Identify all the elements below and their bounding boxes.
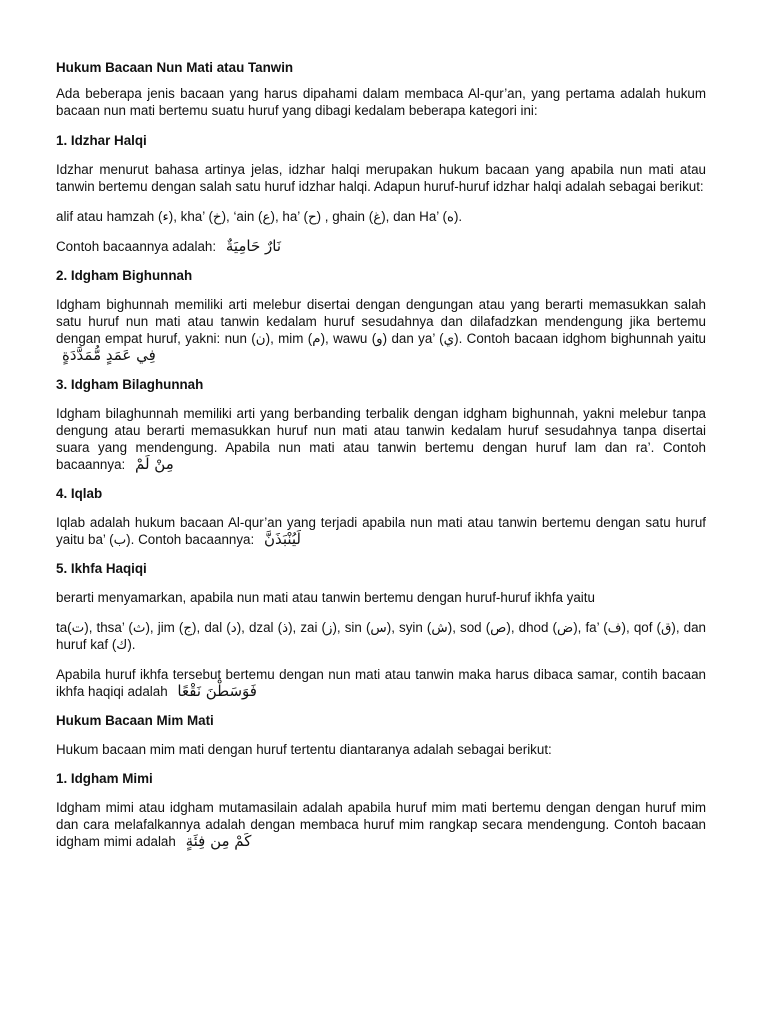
arabic-example: فِي عَمَدٍ مُّمَدَّدَةٍ bbox=[62, 346, 156, 364]
document-content bbox=[56, 59, 706, 850]
paragraph-text: Iqlab adalah hukum bacaan Al-qur’an yang terjadi apabila nun mati atau tanwin bertemu dengan satu huruf yaitu ba’ (ب). Contoh bacaannya: bbox=[56, 515, 706, 547]
arabic-example: نَارٌ حَامِيَةٌ bbox=[225, 237, 282, 255]
paragraph-text: Idgham mimi atau idgham mutamasilain adalah apabila huruf mim mati bertemu dengan dengan huruf mim dan cara melafalkannya adalah dengan membaca huruf mim rangkap secara mendengung. Contoh bacaan idgham mimi adalah bbox=[56, 800, 706, 849]
ikhfa-haqiqi-paragraph-2 bbox=[56, 666, 706, 700]
heading-ikhfa-haqiqi: 5. Ikhfa Haqiqi bbox=[56, 561, 147, 576]
heading-idgham-bilaghunnah: 3. Idgham Bilaghunnah bbox=[56, 377, 204, 392]
heading-idzhar-halqi: 1. Idzhar Halqi bbox=[56, 133, 147, 148]
arabic-example: كَمْ مِن فِئَةٍ bbox=[185, 832, 252, 850]
idgham-bighunnah-paragraph bbox=[56, 296, 706, 364]
idzhar-halqi-letters: alif atau hamzah (ء), kha’ (خ), ‘ain (ع), ha’ (ح) , ghain (غ), dan Ha’ (ه). bbox=[56, 209, 463, 224]
heading-iqlab: 4. Iqlab bbox=[56, 486, 103, 501]
arabic-example: لَيُنْبَذَنَّ bbox=[263, 530, 301, 548]
arabic-example: فَوَسَطْنَ نَقْعًا bbox=[177, 682, 257, 700]
mim-mati-intro: Hukum bacaan mim mati dengan huruf tertentu diantaranya adalah sebagai berikut: bbox=[56, 742, 552, 757]
idgham-mimi-paragraph bbox=[56, 799, 706, 850]
arabic-example: مِنْ لَمْ bbox=[134, 455, 174, 473]
paragraph-text: Idgham bighunnah memiliki arti melebur disertai dengan dengungan atau yang berarti memasukkan salah satu huruf nun mati atau tanwin kedalam huruf sesudahnya dan dilafadzkan mendengung jika bertemu dengan empat huruf, yakni: nun (ن), mim (م), wawu (و) dan ya’ (ي). Contoh bacaan idghom bighunnah yaitu bbox=[56, 297, 706, 346]
iqlab-paragraph bbox=[56, 514, 706, 548]
heading-idgham-mimi: 1. Idgham Mimi bbox=[56, 771, 153, 786]
ikhfa-haqiqi-letters: ta(ت), thsa’ (ث), jim (ج), dal (د), dzal (ذ), zai (ز), sin (س), syin (ش), sod (ص), dhod (ض), fa’ (ف), qof (ق), dan huruf kaf (ك). bbox=[56, 620, 706, 652]
example-label: Contoh bacaannya adalah: bbox=[56, 239, 217, 254]
paragraph-text: Idgham bilaghunnah memiliki arti yang berbanding terbalik dengan idgham bighunnah, yakni melebur tanpa dengung atau berarti memasukkan huruf nun mati atau tanwin kedalam huruf sesudahnya tanpa disertai suara yang mendengung. Apabila nun mati atau tanwin bertemu dengan huruf lam dan ra’. Contoh bacaannya: bbox=[56, 406, 706, 472]
idzhar-halqi-paragraph: Idzhar menurut bahasa artinya jelas, idzhar halqi merupakan hukum bacaan yang apabila nun mati atau tanwin bertemu dengan salah satu huruf idzhar halqi. Adapun huruf-huruf idzhar halqi adalah sebagai berikut: bbox=[56, 162, 706, 194]
section-title-mim-mati: Hukum Bacaan Mim Mati bbox=[56, 713, 214, 728]
idgham-bilaghunnah-paragraph bbox=[56, 405, 706, 473]
heading-idgham-bighunnah: 2. Idgham Bighunnah bbox=[56, 268, 193, 283]
intro-paragraph: Ada beberapa jenis bacaan yang harus dipahami dalam membaca Al-qur’an, yang pertama adalah hukum bacaan nun mati bertemu suatu huruf yang dibagi kedalam beberapa kategori ini: bbox=[56, 86, 706, 118]
section-title-nun-mati: Hukum Bacaan Nun Mati atau Tanwin bbox=[56, 60, 294, 75]
idzhar-halqi-example bbox=[56, 238, 706, 255]
ikhfa-haqiqi-paragraph: berarti menyamarkan, apabila nun mati atau tanwin bertemu dengan huruf-huruf ikhfa yaitu bbox=[56, 590, 595, 605]
paragraph-text: Apabila huruf ikhfa tersebut bertemu dengan nun mati atau tanwin maka harus dibaca samar, contih bacaan ikhfa haqiqi adalah bbox=[56, 667, 706, 699]
